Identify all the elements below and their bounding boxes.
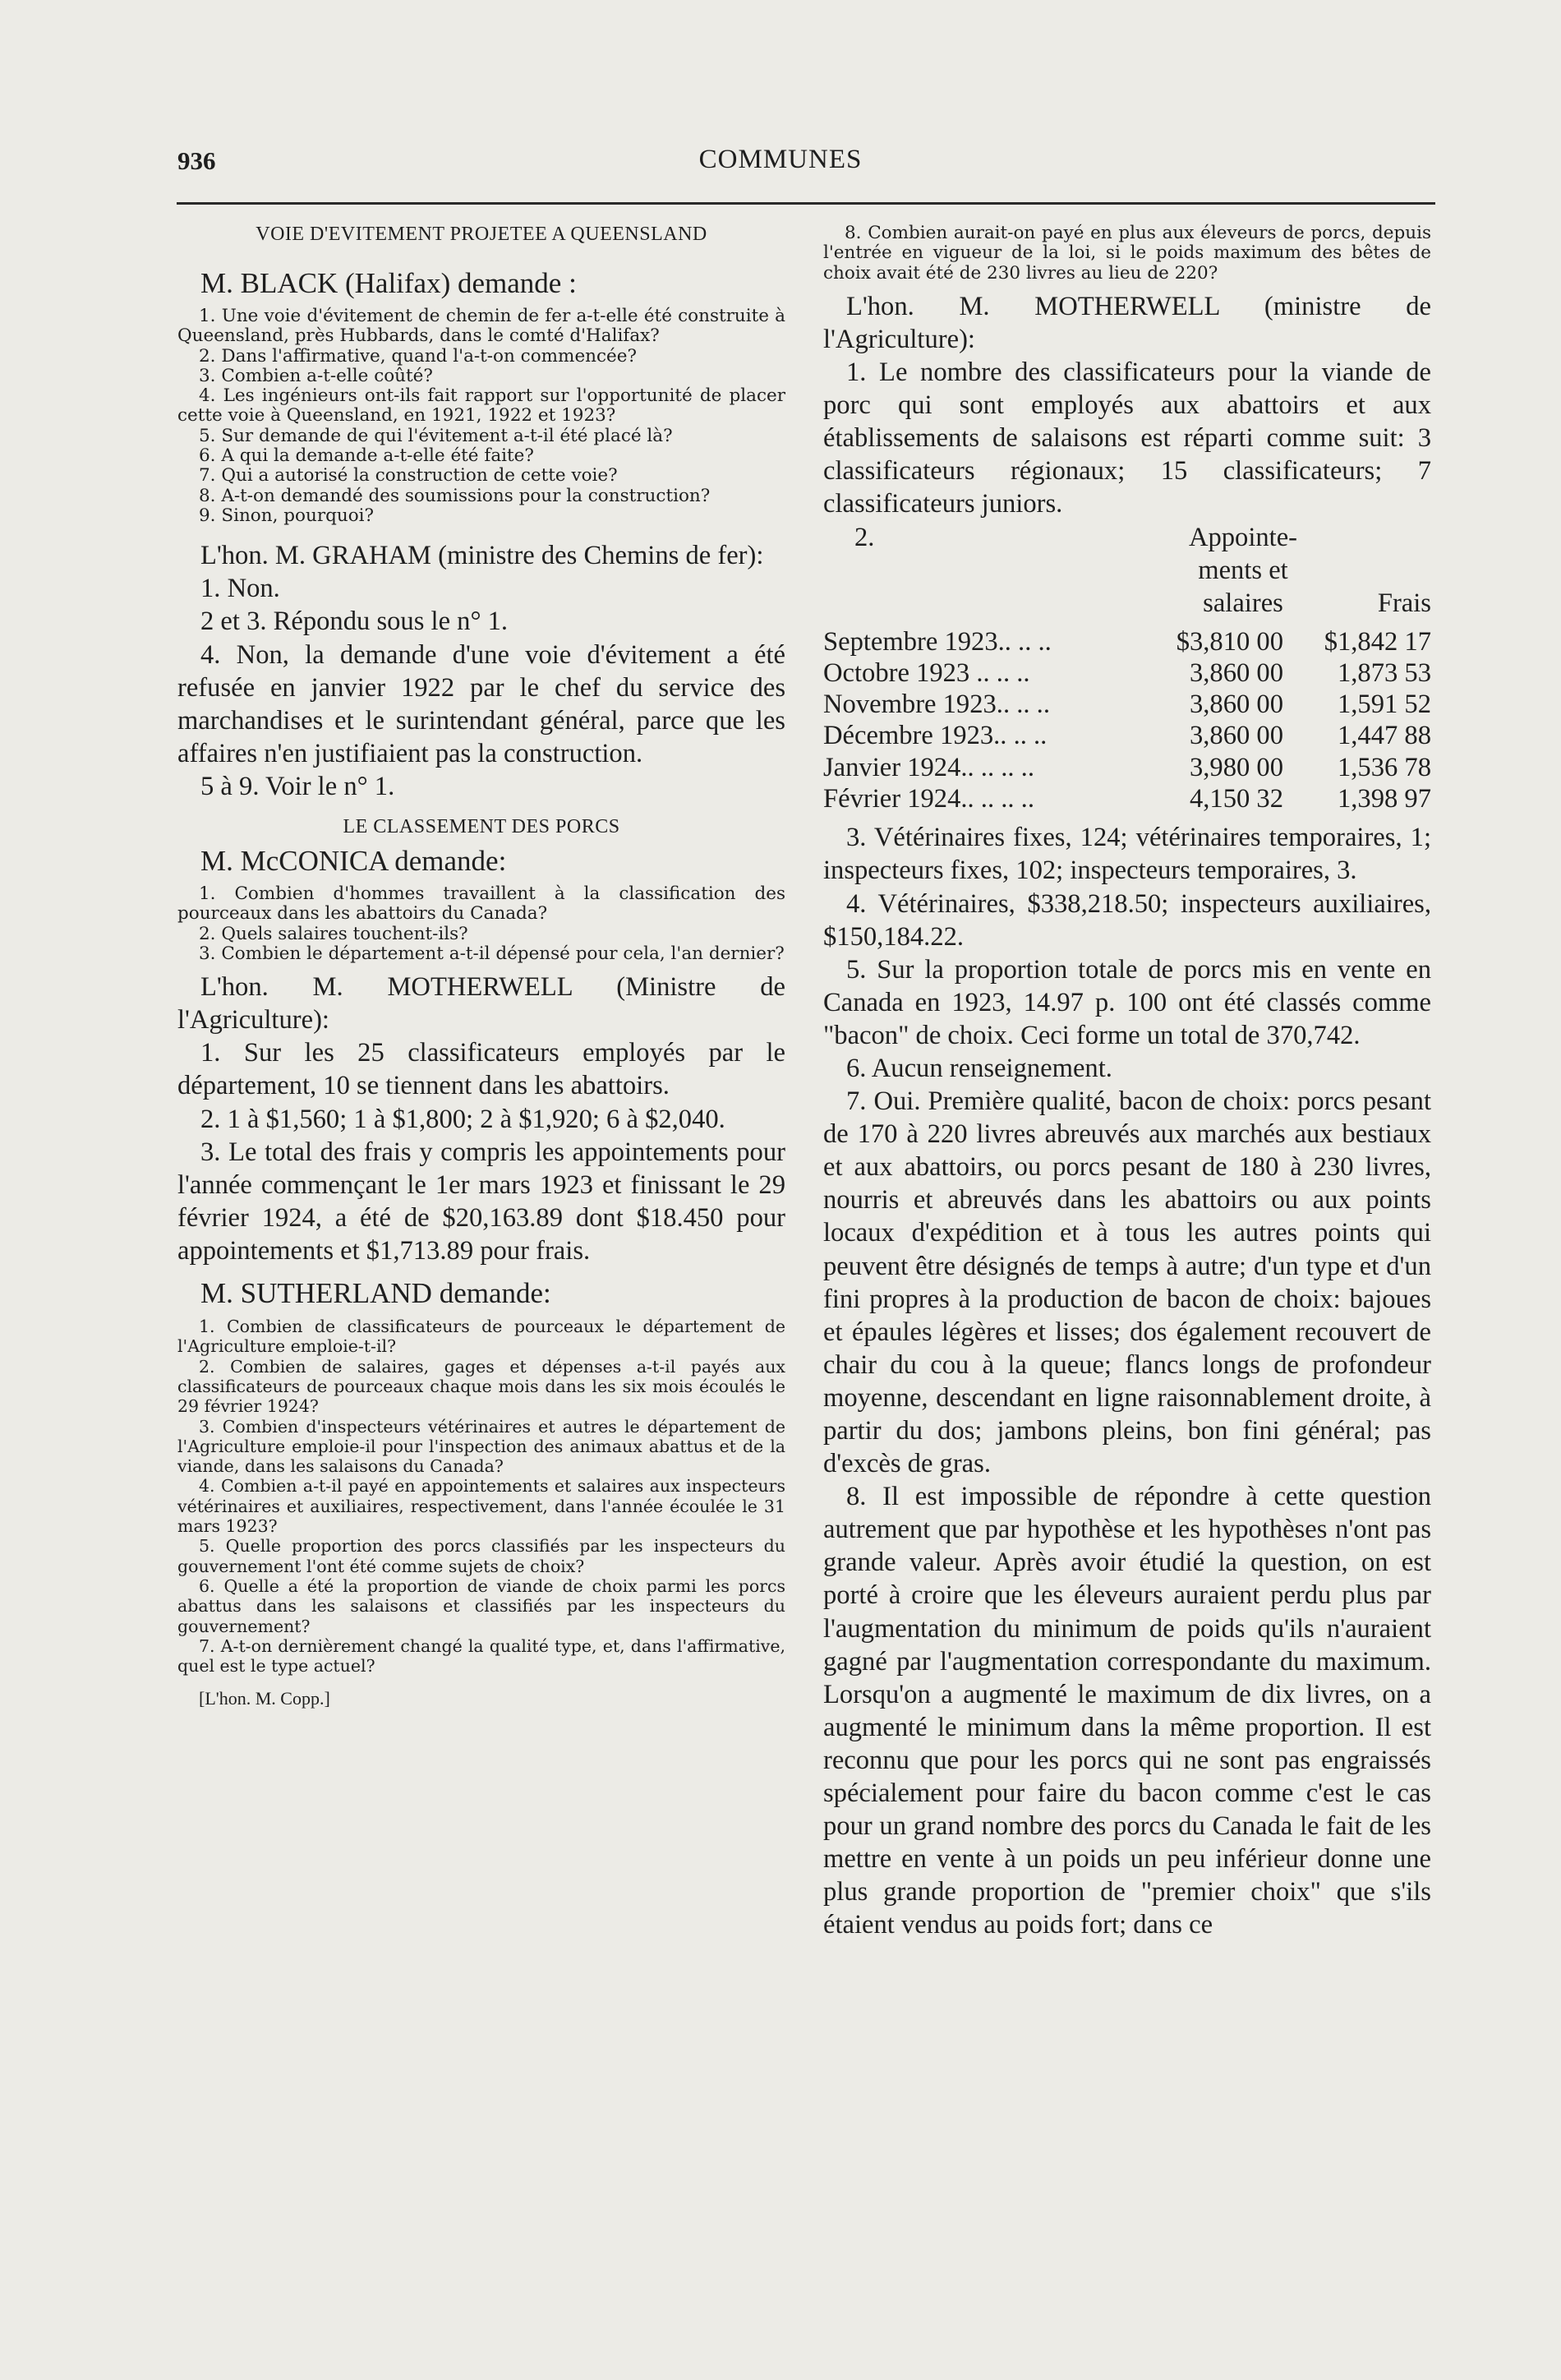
reply-head-motherwell: L'hon. M. MOTHERWELL (Ministre de l'Agriculture): xyxy=(177,972,785,1035)
question: 8. A-t-on demandé des soumissions pour la construction? xyxy=(199,485,711,506)
col-head-frais: Frais xyxy=(1377,588,1431,618)
asker-mcconica: M. McCONICA demande: xyxy=(200,845,507,878)
answer: 6. Aucun renseignement. xyxy=(846,1053,1112,1083)
month: Novembre 1923.. .. .. xyxy=(823,690,1050,720)
question: 1. Combien de classificateurs de pourceaux le département de l'Agriculture emploie-t-il? xyxy=(177,1317,785,1357)
frais: 1,536 78 xyxy=(1337,752,1431,782)
table-row xyxy=(823,783,1431,814)
answer: 1. Non. xyxy=(200,574,280,604)
question: 2. Combien de salaires, gages et dépenses a-t-il payés aux classificateurs de pourceaux chaque mois dans les six mois écoulés le 29 février 1924? xyxy=(177,1356,785,1417)
salary-table xyxy=(823,626,1431,815)
month: Septembre 1923.. .. .. xyxy=(823,626,1052,657)
reply-head-motherwell-2: L'hon. M. MOTHERWELL (ministre de l'Agriculture): xyxy=(823,291,1431,354)
frais: 1,591 52 xyxy=(1337,690,1431,720)
question: 1. Une voie d'évitement de chemin de fer a-t-elle été construite à Queensland, près Hubbards, dans le comté d'Halifax? xyxy=(177,306,785,347)
col-head-appointements: Appointe- xyxy=(1188,522,1298,552)
answer: 1. Sur les 25 classificateurs employés par le département, 10 se tiennent dans les abattoirs. xyxy=(177,1038,785,1101)
col-head-salaires: salaires xyxy=(1203,588,1283,618)
question: 8. Combien aurait-on payé en plus aux éleveurs de porcs, depuis l'entrée en vigueur de la loi, si le poids maximum des bêtes de choix avait été de 230 livres au lieu de 220? xyxy=(823,223,1431,284)
table-row xyxy=(823,752,1431,783)
salaires: 3,980 00 xyxy=(1189,752,1283,782)
question: 7. A-t-on dernièrement changé la qualité type, et, dans l'affirmative, quel est le type actuel? xyxy=(177,1635,785,1677)
header-rule xyxy=(177,202,1435,205)
asker-black: M. BLACK (Halifax) demande : xyxy=(200,267,577,299)
salaires: 3,860 00 xyxy=(1189,721,1283,751)
salaires: 4,150 32 xyxy=(1189,784,1283,814)
question: 3. Combien a-t-elle coûté? xyxy=(199,365,433,386)
question: 2. Quels salaires touchent-ils? xyxy=(199,923,468,944)
question: 4. Les ingénieurs ont-ils fait rapport sur l'opportunité de placer cette voie à Queensland, en 1921, 1922 et 1923? xyxy=(177,385,785,427)
answer: 3. Vétérinaires fixes, 124; vétérinaires temporaires, 1; inspecteurs fixes, 102; inspecteurs temporaires, 3. xyxy=(823,823,1431,886)
running-title: COMMUNES xyxy=(698,145,863,174)
salary-table-header xyxy=(823,521,1431,626)
month: Février 1924.. .. .. .. xyxy=(823,784,1034,814)
right-column xyxy=(823,224,1431,1942)
question: 2. Dans l'affirmative, quand l'a-t-on commencée? xyxy=(199,345,638,367)
question: 3. Combien d'inspecteurs vétérinaires et autres le département de l'Agriculture emploie-il pour l'inspection des animaux abattus et de la viande, dans les salaisons du Canada? xyxy=(177,1416,785,1477)
month: Janvier 1924.. .. .. .. xyxy=(823,752,1034,782)
col-head-ments-et: ments et xyxy=(1198,555,1288,585)
page-number: 936 xyxy=(177,146,216,175)
answer: 4. Non, la demande d'une voie d'évitement a été refusée en janvier 1922 par le chef du service des marchandises et le surintendant général, parce que les affaires n'en justifiaient pas la construction. xyxy=(177,639,785,768)
answer: 3. Le total des frais y compris les appointements pour l'année commençant le 1er mars 1923 et finissant le 29 février 1924, a été de $20,163.89 dont $18.450 pour appointements et $1,713.89 pour frais. xyxy=(177,1137,785,1266)
section-title-queensland: VOIE D'EVITEMENT PROJETEE A QUEENSLAND xyxy=(256,224,707,245)
reply-head-graham: L'hon. M. GRAHAM (ministre des Chemins de fer): xyxy=(200,541,764,571)
frais: $1,842 17 xyxy=(1324,626,1431,657)
table-row xyxy=(823,689,1431,720)
answer: 1. Le nombre des classificateurs pour la viande de porc qui sont employés aux abattoirs et aux établissements de salaisons est réparti comme suit: 3 classificateurs régionaux; 15 classificateurs; 7 classificateurs juniors. xyxy=(823,357,1431,519)
question: 6. A qui la demande a-t-elle été faite? xyxy=(199,445,534,467)
answer: 8. Il est impossible de répondre à cette question autrement que par hypothèse et les hypothèses n'ont pas grande valeur. Après avoir étudié la question, on est porté à croire que les éleveurs auraient perdu plus par l'augmentation du minimum de poids qu'ils n'auraient gagné par l'augmentation correspondante du maximum. Lorsqu'on a augmenté le maximum de dix livres, on a augmenté le minimum dans la même proportion. Il est reconnu que pour les porcs qui ne sont pas engraissés spécialement pour faire du bacon comme c'est le cas pour un grand nombre des porcs du Canada le fait de les mettre en vente à un poids un peu inférieur donne une plus grande proportion de "premier choix" que s'ils étaient vendus au poids fort; dans ce xyxy=(823,1482,1431,1940)
frais: 1,447 88 xyxy=(1337,721,1431,751)
salaires: $3,810 00 xyxy=(1176,626,1283,657)
question: 6. Quelle a été la proportion de viande de choix parmi les porcs abattus dans les salaisons et classifiés par les inspecteurs du gouvernement? xyxy=(177,1575,785,1636)
answer: 2 et 3. Répondu sous le n° 1. xyxy=(200,607,509,637)
salaires: 3,860 00 xyxy=(1189,657,1283,688)
answer-number: 2. xyxy=(854,522,875,552)
answer: 5 à 9. Voir le n° 1. xyxy=(200,771,395,801)
question: 9. Sinon, pourquoi? xyxy=(199,505,375,526)
table-row xyxy=(823,626,1431,657)
table-row xyxy=(823,657,1431,689)
table-row xyxy=(823,720,1431,751)
answer: 2. 1 à $1,560; 1 à $1,800; 2 à $1,920; 6 à $2,040. xyxy=(200,1104,725,1134)
answer: 5. Sur la proportion totale de porcs mis en vente en Canada en 1923, 14.97 p. 100 ont été classés comme "bacon" de choix. Ceci forme un total de 370,742. xyxy=(823,954,1431,1050)
question: 7. Qui a autorisé la construction de cette voie? xyxy=(199,465,618,487)
question: 5. Sur demande de qui l'évitement a-t-il été placé là? xyxy=(199,425,673,446)
salaires: 3,860 00 xyxy=(1189,690,1283,720)
answer: 7. Oui. Première qualité, bacon de choix: porcs pesant de 170 à 220 livres abreuvés aux marchés aux bestiaux et aux abattoirs, ou porcs pesant de 180 à 230 livres, nourris et abreuvés dans les abattoirs ou aux points locaux d'expédition et à tous les autres points qui peuvent être désignés de temps à autre; d'un type et d'un fini propres à la production de bacon de choix: bajoues et épaules légères et lisses; dos également recouvert de chair du cou à la queue; flancs longs de profondeur moyenne, descendant en ligne raisonnablement droite, à partir du dos; jambons pleins, bon fini général; pas d'excès de gras. xyxy=(823,1086,1431,1479)
question: 1. Combien d'hommes travaillent à la classification des pourceaux dans les abattoirs du Canada? xyxy=(177,883,785,925)
question: 4. Combien a-t-il payé en appointements et salaires aux inspecteurs vétérinaires et auxiliaires, respectivement, dans l'année écoulée le 31 mars 1923? xyxy=(177,1476,785,1537)
left-column xyxy=(177,224,785,1710)
month: Décembre 1923.. .. .. xyxy=(823,721,1048,751)
question: 5. Quelle proportion des porcs classifiés par les inspecteurs du gouvernement l'ont été comme sujets de choix? xyxy=(177,1536,785,1576)
question: 3. Combien le département a-t-il dépensé pour cela, l'an dernier? xyxy=(199,943,785,964)
month: Octobre 1923 .. .. .. xyxy=(823,657,1030,688)
asker-sutherland: M. SUTHERLAND demande: xyxy=(200,1277,551,1310)
answer: 4. Vétérinaires, $338,218.50; inspecteurs auxiliaires, $150,184.22. xyxy=(823,888,1431,952)
frais: 1,873 53 xyxy=(1337,657,1431,688)
frais: 1,398 97 xyxy=(1337,784,1431,814)
section-title-porcs: LE CLASSEMENT DES PORCS xyxy=(343,816,620,838)
page-signature: [L'hon. M. Copp.] xyxy=(199,1688,330,1709)
